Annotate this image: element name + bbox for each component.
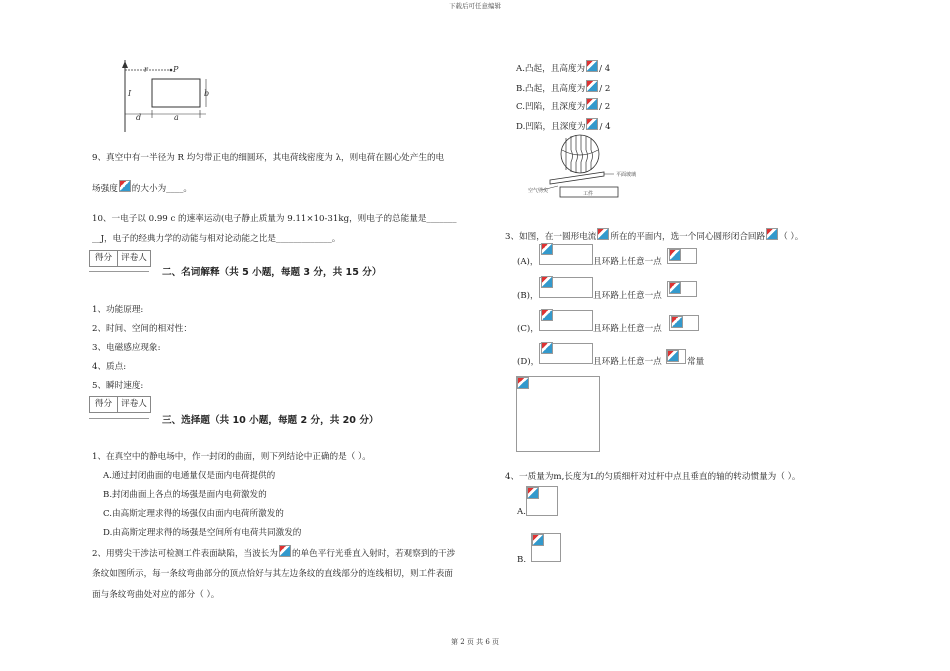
c3-option-c-text: 且环路上任意一点: [593, 324, 662, 334]
c2-option-c: [516, 98, 610, 112]
image-placeholder-icon: [527, 487, 539, 499]
c2-text-a: 2、用劈尖干涉法可检测工件表面缺陷，当波长为: [92, 549, 278, 559]
glass-label: 平面玻璃: [616, 172, 637, 178]
option-tail: / 4: [599, 122, 611, 132]
q10-line2: __J，电子的经典力学的动能与相对论动能之比是_____________。: [92, 234, 341, 244]
image-placeholder-icon: [669, 249, 681, 261]
grader-label: 评卷人: [117, 397, 150, 412]
air-wedge-label: 空气劈尖: [528, 188, 549, 194]
c3-option-a-label: (A)，: [517, 257, 539, 267]
score-underline: [89, 418, 149, 419]
term-item: 4、质点:: [92, 362, 127, 372]
image-placeholder-icon: [541, 309, 553, 321]
workpiece-label: 工件: [583, 191, 594, 197]
section3-title: 三、选择题（共 10 小题，每题 2 分，共 20 分）: [162, 415, 379, 426]
q9-line2: [92, 180, 192, 194]
score-underline: [89, 271, 149, 272]
q9-text-b: 的大小为____。: [131, 184, 192, 194]
term-item: 1、功能原理:: [92, 305, 144, 315]
c4-stem: 4、一质量为m,长度为L的匀质细杆对过杆中点且垂直的轴的转动惯量为（ ）。: [505, 472, 801, 482]
c2-line2: 条纹如图所示，每一条纹弯曲部分的顶点恰好与其左边条纹的直线部分的连线相切，则工件表面: [92, 569, 453, 579]
score-box-section3: [89, 396, 151, 413]
label-i: I: [128, 89, 132, 98]
option-text: B.凸起，且高度为: [516, 84, 586, 94]
c3-option-b-text: 且环路上任意一点: [593, 291, 662, 301]
c1-option-c: C.由高斯定理求得的场强仅由面内电荷所激发的: [103, 509, 284, 519]
q10-line1: 10、一电子以 0.99 c 的速率运动(电子静止质量为 9.11×10-31kg，则电子的总能量是_______: [92, 214, 457, 224]
c1-option-b: B.封闭曲面上各点的场强是面内电荷激发的: [103, 490, 267, 500]
option-text: D.凹陷，且深度为: [516, 122, 586, 132]
c2-text-b: 的单色平行光垂直入射时，若观察到的干涉: [291, 549, 456, 559]
c2-option-a: [516, 60, 610, 74]
current-loop-figure: [118, 58, 218, 134]
c3-option-d-tail: 常量: [687, 357, 705, 367]
c1-option-a: A.通过封闭曲面的电通量仅是面内电荷提供的: [103, 471, 276, 481]
c3-text-b: 所在的平面内，选一个同心圆形闭合回路: [610, 232, 766, 242]
grader-label: 评卷人: [117, 251, 150, 266]
q9-text-a: 场强度: [92, 184, 118, 194]
c1-option-d: D.由高斯定理求得的场强是空间所有电荷共同激发的: [103, 528, 302, 538]
image-placeholder-icon: [669, 282, 681, 294]
page-header: 下载后可任意编辑: [449, 2, 501, 10]
label-d: d: [136, 113, 142, 122]
c3-option-a-text: 且环路上任意一点: [593, 257, 662, 267]
score-label: 得分: [94, 253, 113, 263]
c3-option-d-label: (D)，: [517, 357, 540, 367]
c4-option-a: A.: [517, 507, 526, 517]
c3-option-d-text: 且环路上任意一点: [593, 357, 662, 367]
lambda-image-icon: [586, 80, 598, 92]
loop-image-icon: [766, 228, 778, 240]
c2-option-d: [516, 118, 611, 132]
score-label: 得分: [94, 399, 113, 409]
c3-option-b-label: (B)，: [517, 291, 539, 301]
lambda-image-icon: [586, 60, 598, 72]
term-item: 5、瞬时速度:: [92, 381, 144, 391]
image-placeholder-icon: [119, 180, 131, 192]
image-placeholder-icon: [671, 316, 683, 328]
wedge-interference-figure: [528, 134, 640, 204]
current-image-icon: [597, 228, 609, 240]
image-placeholder-icon: [517, 377, 529, 389]
c3-text-c: （ ）。: [779, 232, 804, 242]
option-text: C.凹陷，且深度为: [516, 102, 586, 112]
image-placeholder-icon: [667, 350, 679, 362]
term-item: 3、电磁感应现象:: [92, 343, 161, 353]
option-tail: / 4: [599, 64, 611, 74]
term-item: 2、时间、空间的相对性：: [92, 324, 192, 334]
option-tail: / 2: [599, 84, 611, 94]
c3-stem: [505, 228, 803, 242]
label-b: b: [204, 89, 210, 98]
c2-line1: [92, 545, 455, 559]
image-placeholder-icon: [532, 534, 544, 546]
label-a: a: [174, 113, 179, 122]
score-box-section2: [89, 250, 151, 267]
image-placeholder-icon: [541, 342, 553, 354]
c2-line3: 面与条纹弯曲处对应的部分（ ）。: [92, 590, 220, 600]
c4-option-b: B.: [517, 555, 527, 565]
c3-text-a: 3、如图，在一圆形电流: [505, 232, 597, 242]
section2-title: 二、名词解释（共 5 小题，每题 3 分，共 15 分）: [162, 267, 382, 278]
option-tail: / 2: [599, 102, 611, 112]
c2-option-b: [516, 80, 610, 94]
page-footer: 第 2 页 共 6 页: [450, 638, 500, 646]
lambda-image-icon: [586, 118, 598, 130]
label-r: r: [144, 65, 148, 74]
q9-line1: 9、真空中有一半径为 R 均匀带正电的细圆环，其电荷线密度为 λ，则电荷在圆心处产生的电: [92, 153, 445, 163]
image-placeholder-icon: [541, 243, 553, 255]
lambda-image-icon: [586, 98, 598, 110]
c1-stem: 1、在真空中的静电场中，作一封闭的曲面，则下列结论中正确的是（ ）。: [92, 452, 371, 462]
c3-option-c-label: (C)，: [517, 324, 539, 334]
image-placeholder-icon: [541, 276, 553, 288]
lambda-image-icon: [279, 545, 291, 557]
label-p: P: [173, 65, 179, 74]
option-text: A.凸起，且高度为: [516, 64, 586, 74]
